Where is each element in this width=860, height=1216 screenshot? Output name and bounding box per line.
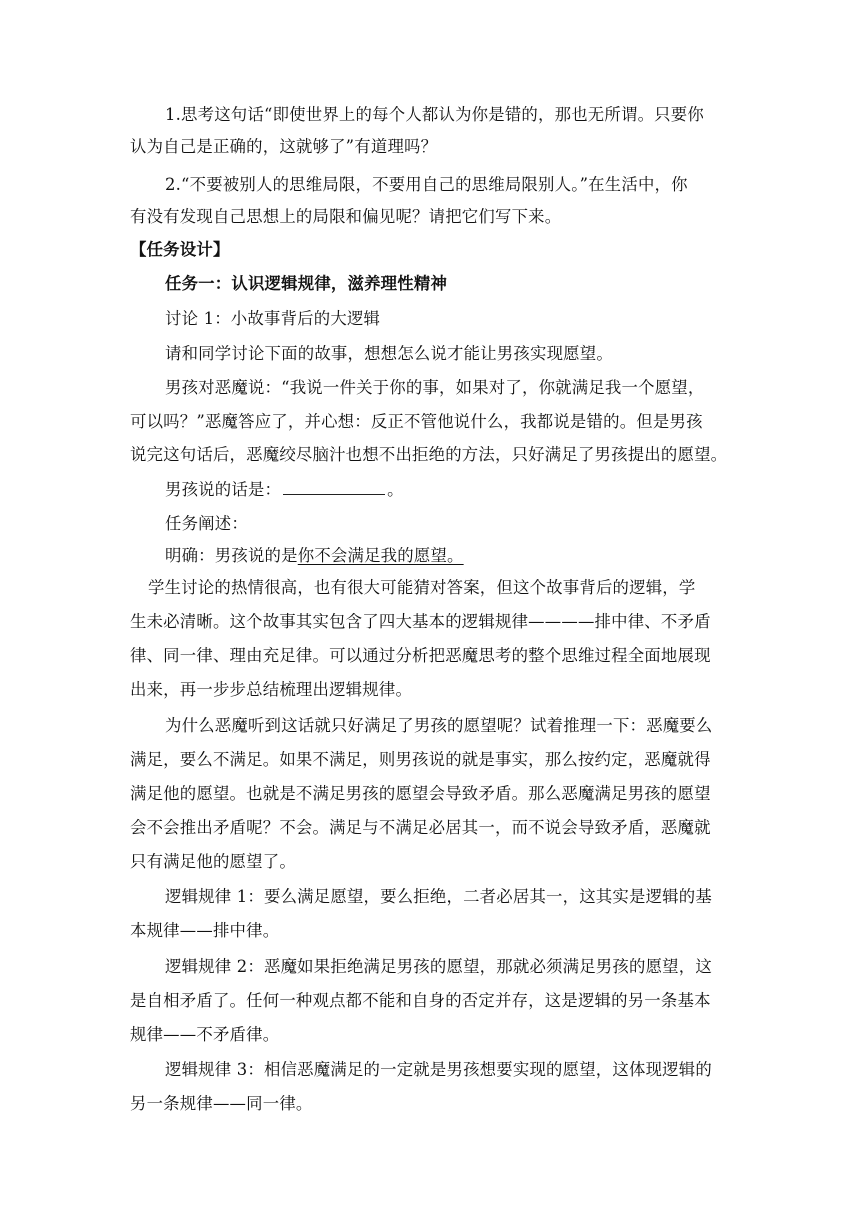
section-heading: 【任务设计】 xyxy=(130,240,230,259)
question-1-line-2: 认为自己是正确的，这就够了”有道理吗？ xyxy=(130,137,438,156)
analysis-p2-line-2: 满足，要么不满足。如果不满足，则男孩说的就是事实，那么按约定，恶魔就得 xyxy=(130,750,711,769)
question-2-line-1: 2.“不要被别人的思维局限，不要用自己的思维局限别人。”在生活中，你 xyxy=(165,175,688,194)
question-1-line-1: 1.思考这句话“即使世界上的每个人都认为你是错的，那也无所谓。只要你 xyxy=(165,105,704,124)
analysis-p2-line-1: 为什么恶魔听到这话就只好满足了男孩的愿望呢？试着推理一下：恶魔要么 xyxy=(165,716,713,735)
story-line-2: 可以吗？”恶魔答应了，并心想：反正不管他说什么，我都说是错的。但是男孩 xyxy=(130,412,703,431)
analysis-p2-line-3: 满足他的愿望。也就是不满足男孩的愿望会导致矛盾。那么恶魔满足男孩的愿望 xyxy=(130,784,711,803)
law-2-line-2: 是自相矛盾了。任何一种观点都不能和自身的否定并存，这是逻辑的另一条基本 xyxy=(130,991,711,1010)
answer-line xyxy=(165,546,464,566)
fill-in-question xyxy=(165,480,404,500)
story-line-1: 男孩对恶魔说：“我说一件关于你的事，如果对了，你就满足我一个愿望， xyxy=(165,378,705,397)
task-1-title: 任务一：认识逻辑规律，滋养理性精神 xyxy=(165,274,448,293)
discussion-1-title: 讨论 1：小故事背后的大逻辑 xyxy=(165,309,381,328)
law-1-line-2: 本规律——排中律。 xyxy=(130,921,280,940)
analysis-p1-line-2: 生未必清晰。这个故事其实包含了四大基本的逻辑规律————排中律、不矛盾 xyxy=(130,612,711,631)
law-2-line-3: 规律——不矛盾律。 xyxy=(130,1025,280,1044)
answer-text: 你不会满足我的愿望。 xyxy=(297,546,464,565)
analysis-p1-line-3: 律、同一律、理由充足律。可以通过分析把恶魔思考的整个思维过程全面地展现 xyxy=(130,646,711,665)
fill-in-suffix: 。 xyxy=(387,480,404,499)
law-2-line-1: 逻辑规律 2：恶魔如果拒绝满足男孩的愿望，那就必须满足男孩的愿望，这 xyxy=(165,957,712,976)
question-2-line-2: 有没有发现自己思想上的局限和偏见呢？请把它们写下来。 xyxy=(130,207,562,226)
story-line-3: 说完这句话后，恶魔绞尽脑汁也想不出拒绝的方法，只好满足了男孩提出的愿望。 xyxy=(130,445,728,464)
analysis-p1-line-4: 出来，再一步步总结梳理出逻辑规律。 xyxy=(130,680,413,699)
answer-blank xyxy=(283,480,385,495)
discussion-prompt: 请和同学讨论下面的故事，想想怎么说才能让男孩实现愿望。 xyxy=(165,344,613,363)
analysis-p1-line-1: 学生讨论的热情很高，也有很大可能猜对答案，但这个故事背后的逻辑，学 xyxy=(148,578,696,597)
answer-prefix: 明确：男孩说的是 xyxy=(165,546,298,565)
analysis-p2-line-4: 会不会推出矛盾呢？不会。满足与不满足必居其一，而不说会导致矛盾，恶魔就 xyxy=(130,818,711,837)
law-3-line-2: 另一条规律——同一律。 xyxy=(130,1094,313,1113)
law-3-line-1: 逻辑规律 3：相信恶魔满足的一定就是男孩想要实现的愿望，这体现逻辑的 xyxy=(165,1060,712,1079)
analysis-p2-line-5: 只有满足他的愿望了。 xyxy=(130,852,296,871)
fill-in-prefix: 男孩说的话是： xyxy=(165,480,282,499)
law-1-line-1: 逻辑规律 1：要么满足愿望，要么拒绝，二者必居其一，这其实是逻辑的基 xyxy=(165,887,712,906)
elaboration-label: 任务阐述： xyxy=(165,514,248,533)
